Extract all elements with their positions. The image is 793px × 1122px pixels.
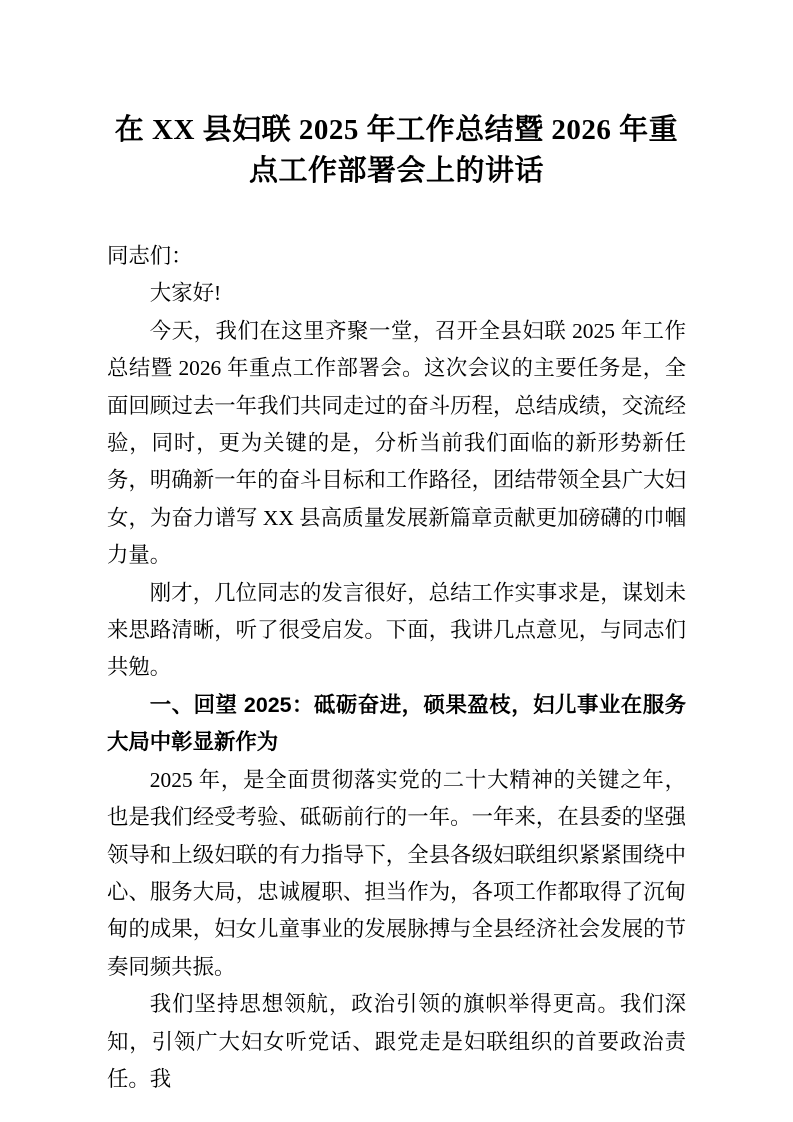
paragraph: 刚才，几位同志的发言很好，总结工作实事求是，谋划未来思路清晰，听了很受启发。下面，我讲几点意见，与同志们共勉。 — [107, 580, 686, 680]
document-title: 在 XX 县妇联 2025 年工作总结暨 2026 年重点工作部署会上的讲话 — [114, 114, 679, 187]
paragraph: 同志们： — [107, 244, 193, 268]
paragraph: 今天，我们在这里齐聚一堂，召开全县妇联 2025 年工作总结暨 2026 年重点工作部署会。这次会议的主要任务是，全面回顾过去一年我们共同走过的奋斗历程，总结成绩，交流经验，同时，更为关键的是，分析当前我们面临的新形势新任务，明确新一年的奋斗目标和工作路径，团结带领全县广大妇女，为奋力谱写 XX 县高质量发展新篇章贡献更加磅礴的巾帼力量。 — [107, 318, 686, 568]
paragraph: 大家好! — [149, 281, 222, 306]
document-body — [107, 238, 686, 1098]
section-heading: 一、回望 2025：砥砺奋进，硕果盈枝，妇儿事业在服务大局中彰显新作为 — [107, 692, 686, 755]
paragraph: 2025 年，是全面贯彻落实党的二十大精神的关键之年，也是我们经受考验、砥砺前行的一年。一年来，在县委的坚强领导和上级妇联的有力指导下，全县各级妇联组织紧紧围绕中心、服务大局，忠诚履职、担当作为，各项工作都取得了沉甸甸的成果，妇女儿童事业的发展脉搏与全县经济社会发展的节奏同频共振。 — [107, 767, 686, 979]
paragraph: 我们坚持思想领航，政治引领的旗帜举得更高。我们深知，引领广大妇女听党话、跟党走是妇联组织的首要政治责任。我 — [107, 992, 686, 1091]
